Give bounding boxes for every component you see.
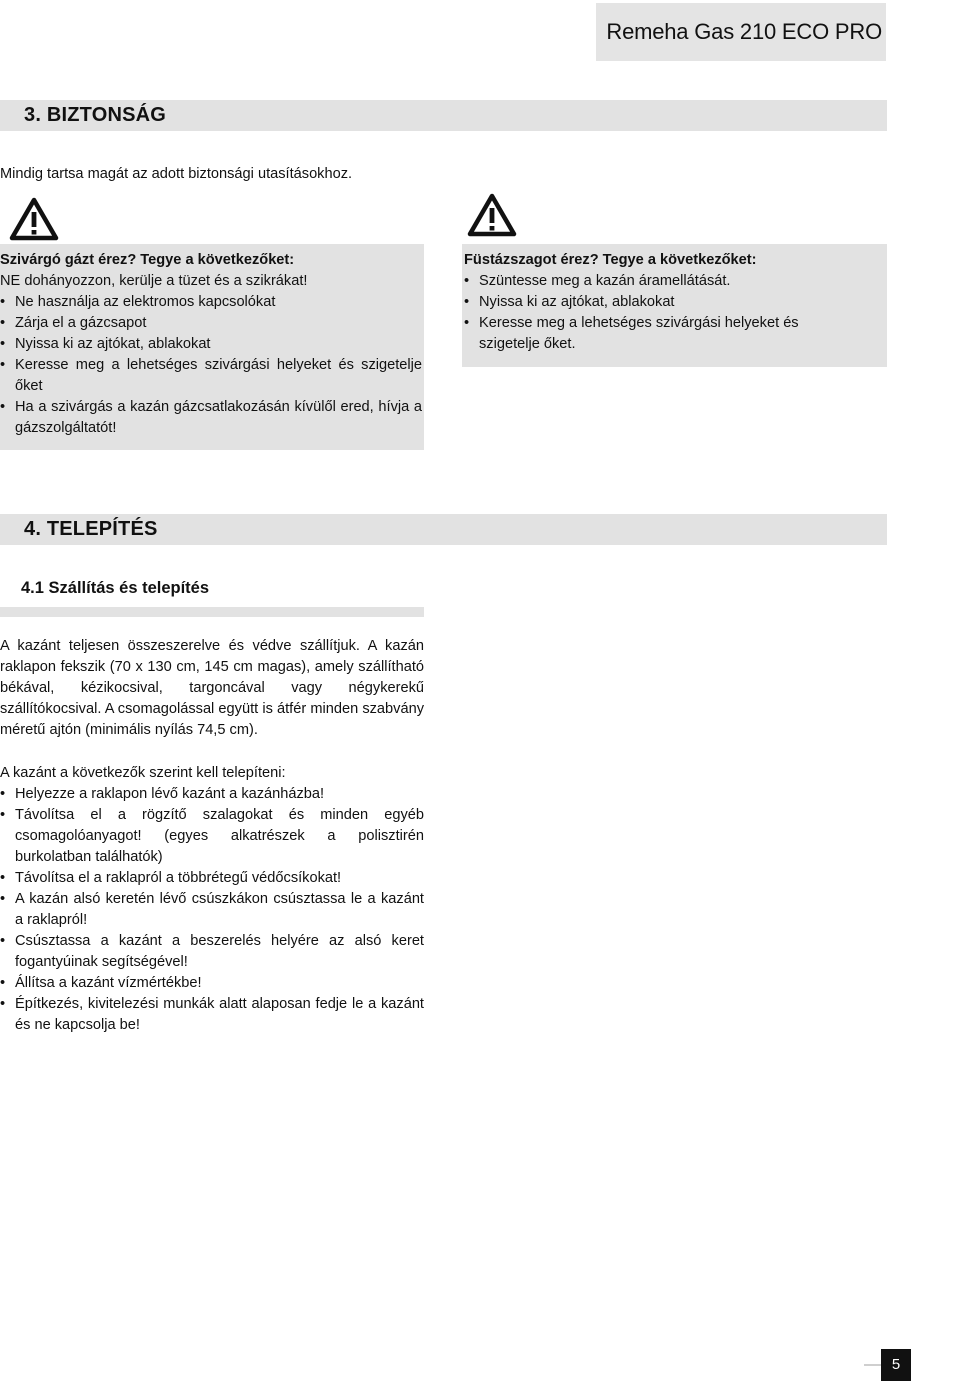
list-item: • Távolítsa el a raklapról a többrétegű védőcsíkokat!	[0, 868, 424, 889]
section-4-heading: 4. TELEPÍTÉS	[24, 518, 158, 540]
list-item: • Helyezze a raklapon lévő kazánt a kazánházba!	[0, 784, 424, 805]
document-title: Remeha Gas 210 ECO PRO	[596, 3, 886, 61]
warning-triangle-icon	[467, 193, 517, 237]
list-item: • Nyissa ki az ajtókat, ablakokat	[464, 292, 832, 313]
gas-leak-list	[0, 292, 424, 439]
page-number-rule	[864, 1364, 881, 1366]
list-item: • Szüntesse meg a kazán áramellátását.	[464, 271, 832, 292]
section-3-heading: 3. BIZTONSÁG	[24, 104, 167, 126]
transport-paragraph: A kazánt teljesen összeszerelve és védve szállítjuk. A kazán raklapon fekszik (70 x 130 cm, 145 cm magas), amely szállítható békával, kézikocsival, targoncával vagy négykerekű szállítókocsival. A csomagolással együtt is átfér minden szabvány méretű ajtón (minimális nyílás 74,5 cm).	[0, 638, 424, 738]
page-number: 5	[881, 1349, 911, 1381]
list-item: • Keresse meg a lehetséges szivárgási helyeket és szigetelje őket	[0, 355, 422, 397]
list-item: • Keresse meg a lehetséges szivárgási helyeket és szigetelje őket.	[464, 313, 832, 355]
list-item: • Zárja el a gázcsapot	[0, 313, 422, 334]
list-item: • Távolítsa el a rögzítő szalagokat és minden egyéb csomagolóanyagot! (egyes alkatrészek a polisztirén burkolatban találhatók)	[0, 805, 424, 868]
smoke-smell-list	[464, 271, 887, 355]
warning-triangle-icon	[9, 197, 59, 241]
installation-intro: A kazánt a következők szerint kell telepíteni:	[0, 765, 286, 781]
list-item: • A kazán alsó keretén lévő csúszkákon csúsztassa le a kazánt a raklapról!	[0, 889, 424, 931]
list-item: • Nyissa ki az ajtókat, ablakokat	[0, 334, 422, 355]
gas-leak-box	[0, 244, 424, 450]
list-item: • Ne használja az elektromos kapcsolókat	[0, 292, 422, 313]
gas-leak-note: NE dohányozzon, kerülje a tüzet és a szikrákat!	[0, 273, 308, 289]
list-item: • Építkezés, kivitelezési munkák alatt alaposan fedje le a kazánt és ne kapcsolja be!	[0, 994, 424, 1036]
smoke-smell-title: Füstázszagot érez? Tegye a következőket:	[464, 252, 757, 268]
safety-intro: Mindig tartsa magát az adott biztonsági utasításokhoz.	[0, 166, 353, 182]
gas-leak-title: Szivárgó gázt érez? Tegye a következőket:	[0, 252, 295, 268]
subsection-heading: 4.1 Szállítás és telepítés	[21, 579, 210, 597]
list-item: • Csúsztassa a kazánt a beszerelés helyére az alsó keret fogantyúinak segítségével!	[0, 931, 424, 973]
list-item: • Ha a szivárgás a kazán gázcsatlakozásán kívülől ered, hívja a gázszolgáltatót!	[0, 397, 422, 439]
list-item: • Állítsa a kazánt vízmértékbe!	[0, 973, 424, 994]
smoke-smell-box	[462, 244, 887, 367]
subsection-underline	[0, 607, 424, 617]
installation-steps	[0, 784, 424, 1036]
